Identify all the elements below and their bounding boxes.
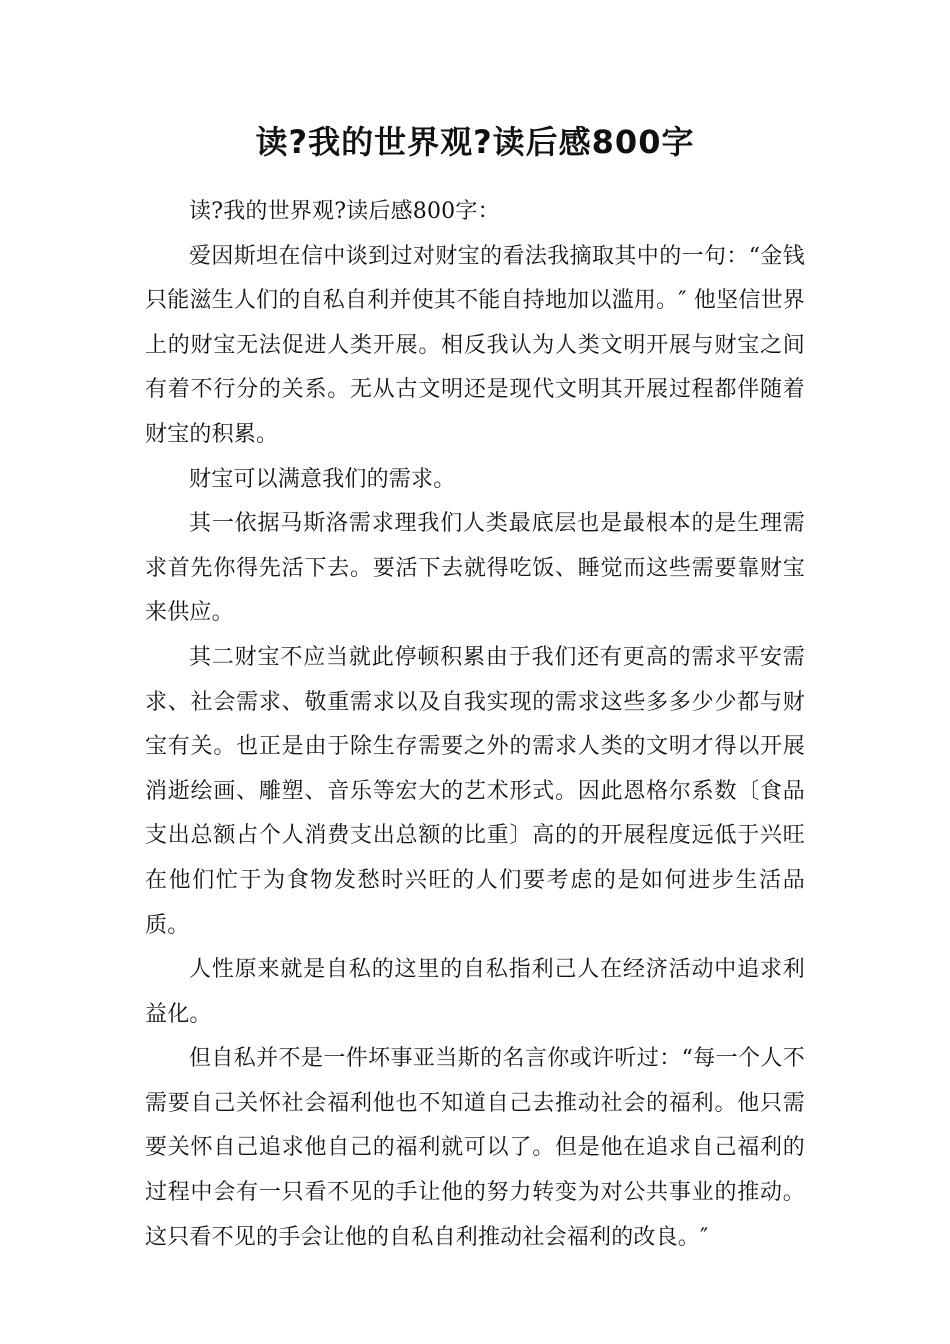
document-body xyxy=(145,190,805,1260)
paragraph-intro: 读?我的世界观?读后感800字： xyxy=(189,199,500,224)
document-title: 读?我的世界观?读后感800字 xyxy=(255,123,695,161)
paragraph-adam-smith-quote: 但自私并不是一件坏事亚当斯的名言你或许听过：“每一个人不需要自己关怀社会福利他也不知道自己去推动社会的福利。他只需要关怀自己追求他自己的福利就可以了。但是他在追求自己福利的过程中会有一只看不见的手让他的努力转变为对公共事业的推动。这只看不见的手会让他的自私自利推动社会福利的改良。″ xyxy=(145,1046,805,1250)
paragraph-self-interest: 人性原来就是自私的这里的自私指利己人在经济活动中追求利益化。 xyxy=(145,957,805,1027)
paragraph-second-point: 其二财宝不应当就此停顿积累由于我们还有更高的需求平安需求、社会需求、敬重需求以及自我实现的需求这些多多少少都与财宝有关。也正是由于除生存需要之外的需求人类的文明才得以开展消逝绘画、雕塑、音乐等宏大的艺术形式。因此恩格尔系数〔食品支出总额占个人消费支出总额的比重〕高的的开展程度远低于兴旺在他们忙于为食物发愁时兴旺的人们要考虑的是如何进步生活品质。 xyxy=(145,644,805,938)
paragraph-first-point: 其一依据马斯洛需求理我们人类最底层也是最根本的是生理需求首先你得先活下去。要活下去就得吃饭、睡觉而这些需要靠财宝来供应。 xyxy=(145,511,805,626)
paragraph-wealth-needs: 财宝可以满意我们的需求。 xyxy=(189,466,456,492)
paragraph-einstein-quote: 爱因斯坦在信中谈到过对财宝的看法我摘取其中的一句：“金钱只能滋生人们的自私自利并使其不能自持地加以滥用。″ 他坚信世界上的财宝无法促进人类开展。相反我认为人类文明开展与财宝之间有着不行分的关系。无从古文明还是现代文明其开展过程都伴随着财宝的积累。 xyxy=(145,243,805,447)
